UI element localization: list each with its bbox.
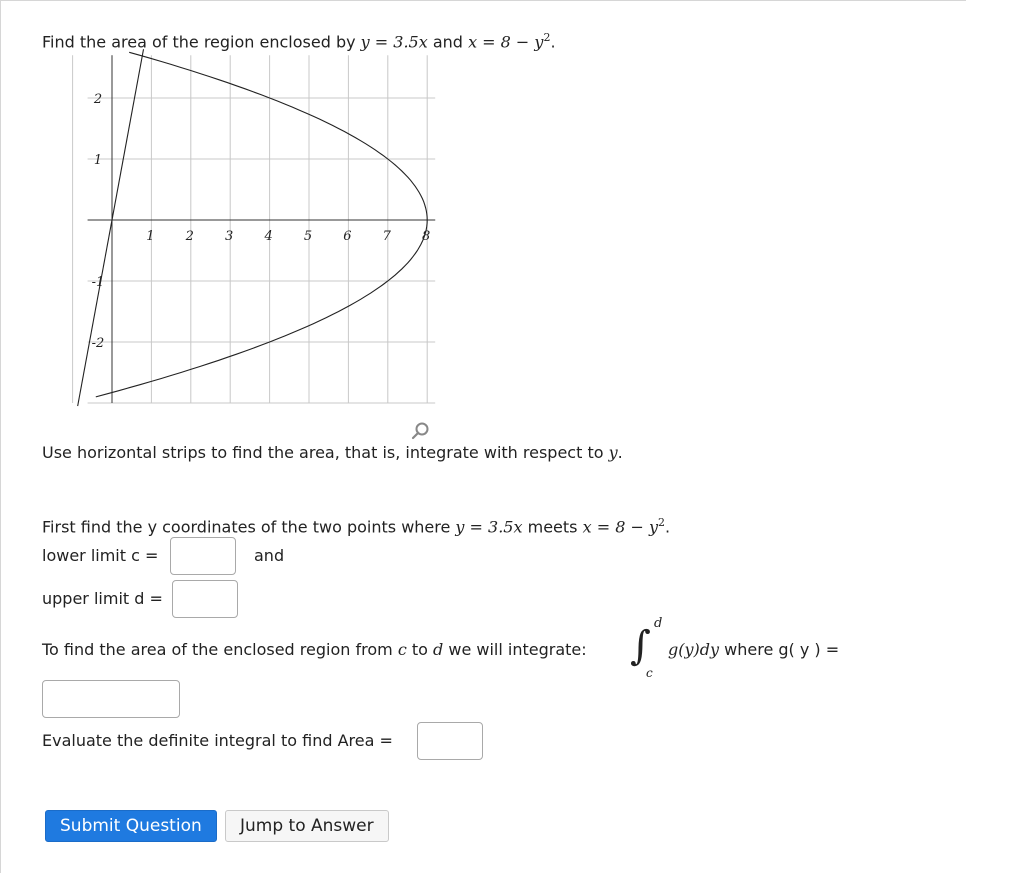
jump-to-answer-button[interactable]: Jump to Answer [225, 810, 389, 842]
y-tick-label: 1 [93, 153, 103, 168]
upper-limit-label: upper limit d = [42, 589, 163, 608]
integral-sign: ∫ [630, 623, 651, 669]
x-tick-label: 5 [303, 229, 313, 244]
line-curve [78, 49, 144, 406]
x-tick-label: 7 [382, 229, 391, 244]
lower-limit-input[interactable] [170, 537, 236, 575]
y-tick-label: -1 [91, 275, 105, 290]
and-label: and [254, 546, 285, 565]
upper-limit-input[interactable] [172, 580, 238, 618]
x-tick-label: 2 [185, 229, 194, 244]
integral-lower-bound: c [646, 666, 653, 680]
x-tick-label: 6 [343, 229, 352, 244]
integrand: g(y)dy where g( y ) = [668, 640, 840, 659]
g-of-y-input[interactable] [42, 680, 180, 718]
x-tick-label: 8 [422, 229, 431, 244]
area-input[interactable] [417, 722, 483, 760]
x-tick-label: 3 [225, 229, 234, 244]
parabola-curve [93, 52, 427, 397]
y-tick-label: -2 [91, 336, 105, 351]
region-graph [58, 46, 438, 416]
x-tick-label: 1 [146, 229, 155, 244]
integral-upper-bound: d [654, 616, 663, 631]
magnifier-icon[interactable] [408, 419, 432, 443]
integrate-instruction: To find the area of the enclosed region from c to d we will integrate: [42, 640, 587, 659]
intersection-instruction: First find the y coordinates of the two points where y = 3.5x meets $x = 8 - y^2$. [42, 516, 671, 537]
question-prompt: Find the area of the region enclosed by y = 3.5x and $x = 8 - y^2$. [42, 31, 556, 52]
y-tick-label: 2 [93, 92, 103, 107]
lower-limit-label: lower limit c = [42, 546, 159, 565]
submit-question-button[interactable]: Submit Question [45, 810, 217, 842]
area-label: Evaluate the definite integral to find Area = [42, 731, 393, 750]
strips-instruction: Use horizontal strips to find the area, that is, integrate with respect to y. [42, 443, 623, 462]
x-tick-label: 4 [264, 229, 273, 244]
